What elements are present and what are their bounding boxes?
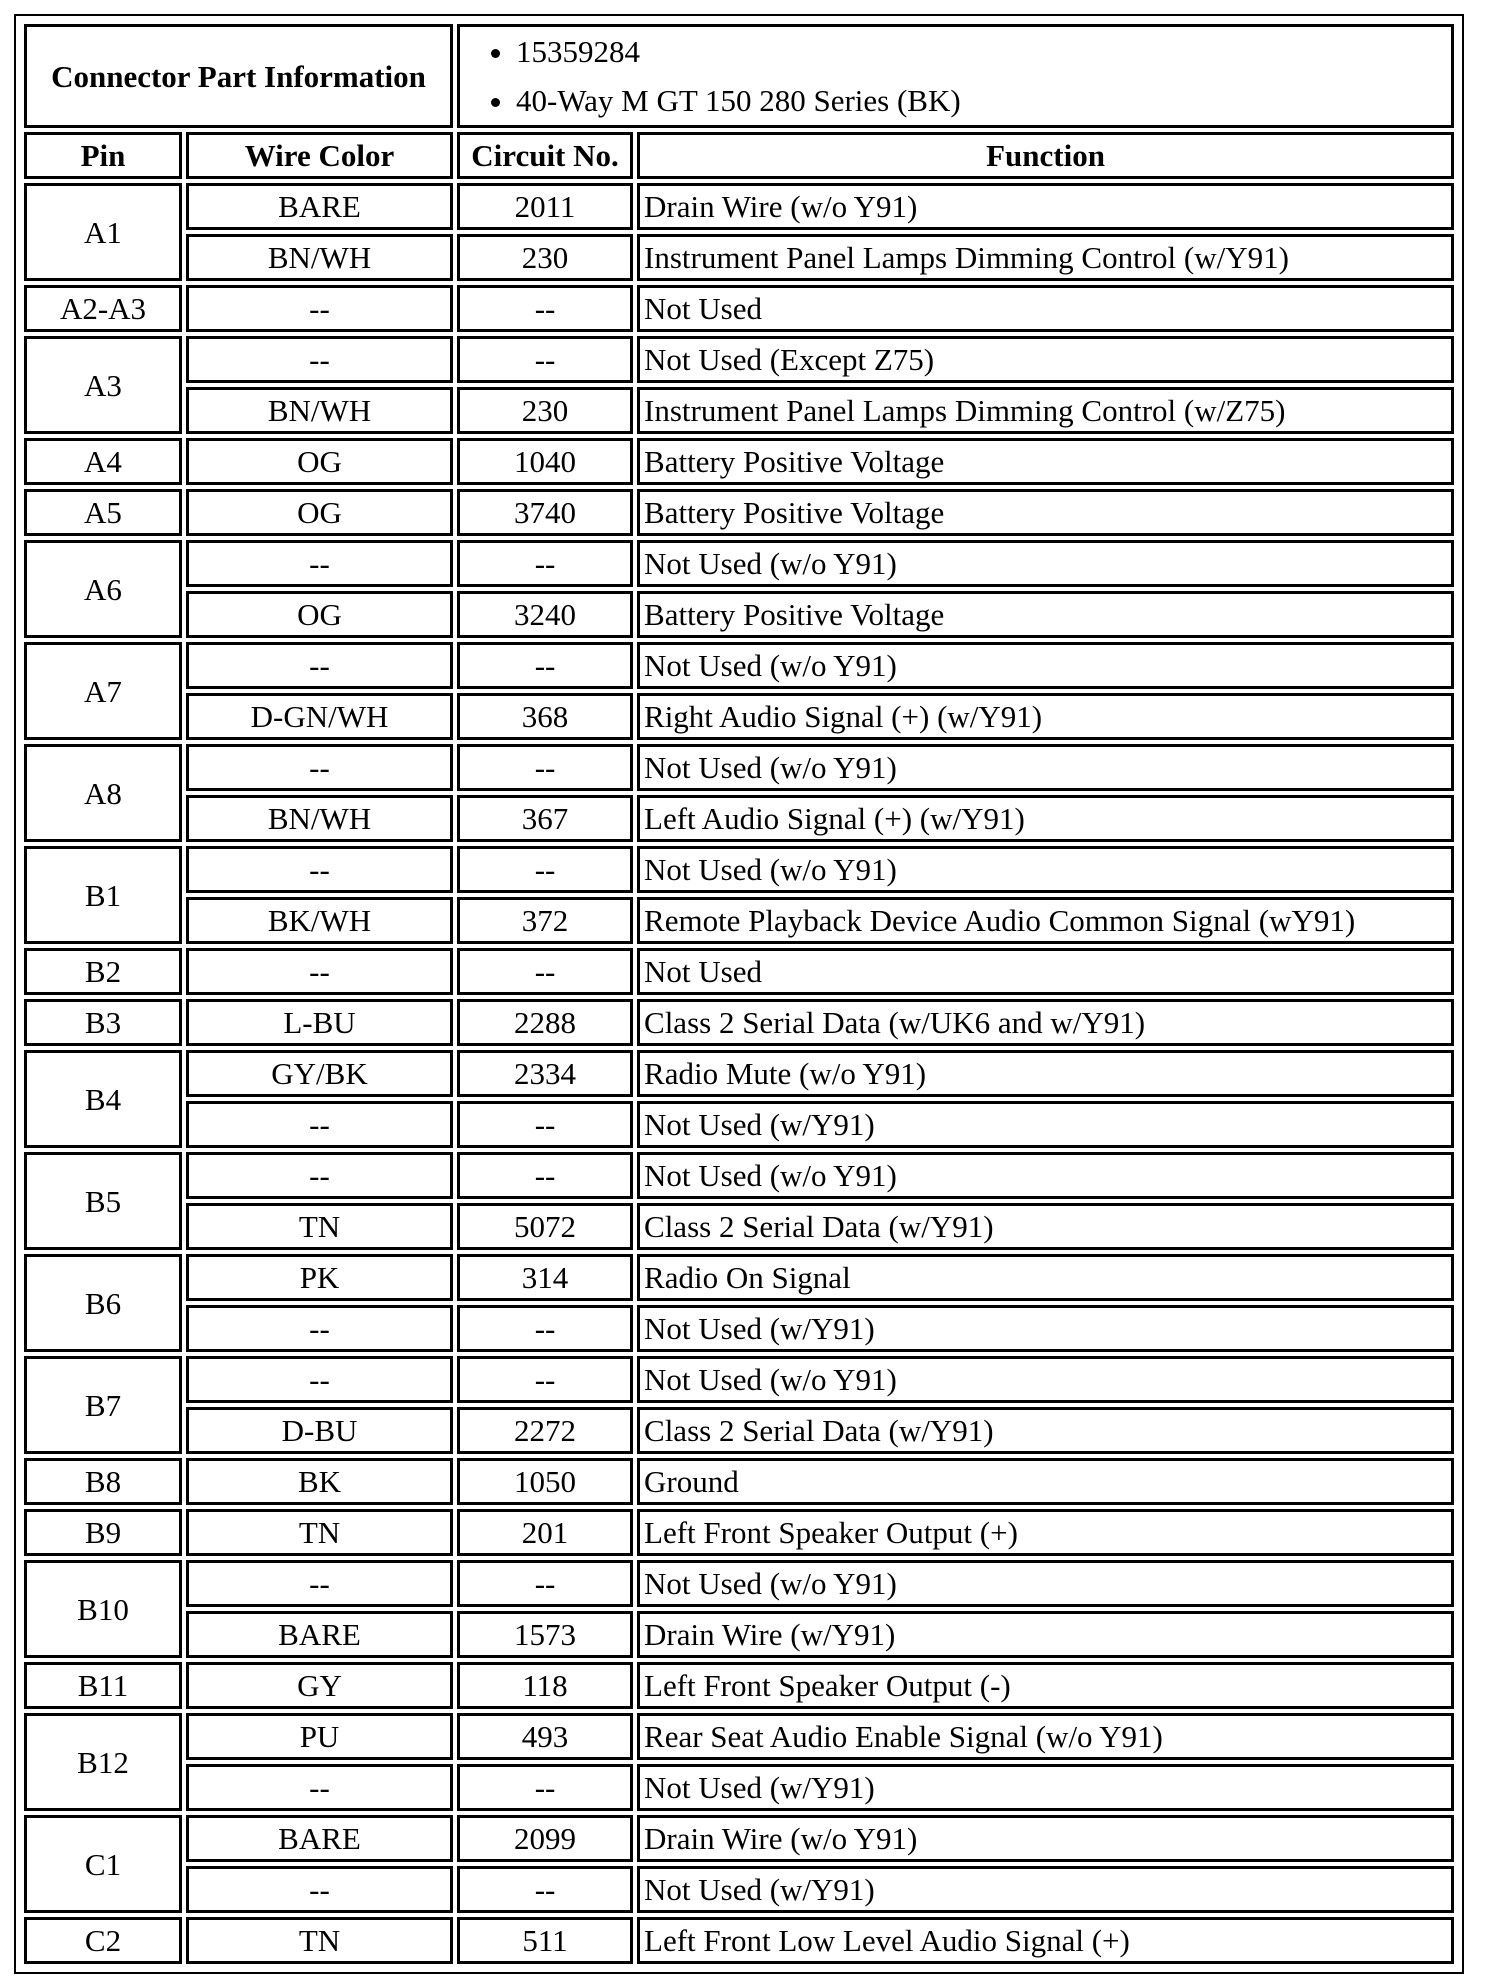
connector-part-number: • 15359284 (516, 27, 1451, 76)
table-row (24, 1509, 1454, 1556)
table-row (24, 540, 1454, 587)
pin-cell: B11 (24, 1662, 182, 1709)
connector-description: • 40-Way M GT 150 280 Series (BK) (516, 76, 1451, 125)
table-row (24, 183, 1454, 230)
circuit-cell: 201 (457, 1509, 633, 1556)
header-function: Function (637, 132, 1454, 179)
wire-color-cell: -- (186, 1356, 453, 1403)
wire-color-cell: L-BU (186, 999, 453, 1046)
pin-cell: B7 (24, 1356, 182, 1454)
function-cell: Battery Positive Voltage (637, 489, 1454, 536)
function-cell: Not Used (w/o Y91) (637, 1152, 1454, 1199)
function-cell: Not Used (w/Y91) (637, 1764, 1454, 1811)
circuit-cell: 493 (457, 1713, 633, 1760)
function-cell: Left Front Speaker Output (+) (637, 1509, 1454, 1556)
pin-table-body (24, 183, 1454, 1964)
pin-cell: C2 (24, 1917, 182, 1964)
function-cell: Not Used (w/o Y91) (637, 846, 1454, 893)
circuit-cell: -- (457, 1152, 633, 1199)
function-cell: Not Used (w/o Y91) (637, 642, 1454, 689)
pin-cell: B5 (24, 1152, 182, 1250)
wire-color-cell: BK (186, 1458, 453, 1505)
table-row (24, 1305, 1454, 1352)
table-row (24, 438, 1454, 485)
circuit-cell: 2011 (457, 183, 633, 230)
function-cell: Not Used (w/Y91) (637, 1866, 1454, 1913)
wire-color-cell: BARE (186, 1815, 453, 1862)
wire-color-cell: -- (186, 744, 453, 791)
circuit-cell: -- (457, 336, 633, 383)
table-row (24, 744, 1454, 791)
wire-color-cell: D-GN/WH (186, 693, 453, 740)
wire-color-cell: -- (186, 1305, 453, 1352)
function-cell: Left Front Speaker Output (-) (637, 1662, 1454, 1709)
table-row (24, 642, 1454, 689)
table-row (24, 1101, 1454, 1148)
function-cell: Class 2 Serial Data (w/Y91) (637, 1203, 1454, 1250)
wire-color-cell: -- (186, 285, 453, 332)
pin-cell: B1 (24, 846, 182, 944)
circuit-cell: 5072 (457, 1203, 633, 1250)
wire-color-cell: BK/WH (186, 897, 453, 944)
table-row (24, 693, 1454, 740)
wire-color-cell: D-BU (186, 1407, 453, 1454)
function-cell: Not Used (w/o Y91) (637, 744, 1454, 791)
table-row (24, 897, 1454, 944)
header-pin: Pin (24, 132, 182, 179)
wire-color-cell: -- (186, 846, 453, 893)
connector-table (20, 20, 1458, 1968)
function-cell: Not Used (637, 285, 1454, 332)
circuit-cell: 1573 (457, 1611, 633, 1658)
circuit-cell: 3740 (457, 489, 633, 536)
pin-cell: A6 (24, 540, 182, 638)
pin-cell: B2 (24, 948, 182, 995)
table-row (24, 591, 1454, 638)
header-row (24, 132, 1454, 179)
circuit-cell: -- (457, 1764, 633, 1811)
wire-color-cell: OG (186, 489, 453, 536)
wire-color-cell: BN/WH (186, 234, 453, 281)
table-row (24, 795, 1454, 842)
function-cell: Left Front Low Level Audio Signal (+) (637, 1917, 1454, 1964)
pin-cell: B8 (24, 1458, 182, 1505)
wire-color-cell: TN (186, 1509, 453, 1556)
circuit-cell: 230 (457, 234, 633, 281)
function-cell: Ground (637, 1458, 1454, 1505)
pin-cell: B12 (24, 1713, 182, 1811)
circuit-cell: 118 (457, 1662, 633, 1709)
wire-color-cell: -- (186, 642, 453, 689)
circuit-cell: 1040 (457, 438, 633, 485)
pin-cell: A5 (24, 489, 182, 536)
function-cell: Battery Positive Voltage (637, 438, 1454, 485)
table-row (24, 1866, 1454, 1913)
header-circuit: Circuit No. (457, 132, 633, 179)
wire-color-cell: -- (186, 1866, 453, 1913)
function-cell: Instrument Panel Lamps Dimming Control (w/Y91) (637, 234, 1454, 281)
table-row (24, 234, 1454, 281)
function-cell: Not Used (w/Y91) (637, 1101, 1454, 1148)
pin-cell: A2-A3 (24, 285, 182, 332)
table-row (24, 1254, 1454, 1301)
function-cell: Not Used (w/Y91) (637, 1305, 1454, 1352)
circuit-cell: -- (457, 1305, 633, 1352)
circuit-cell: -- (457, 642, 633, 689)
function-cell: Class 2 Serial Data (w/UK6 and w/Y91) (637, 999, 1454, 1046)
table-row (24, 1713, 1454, 1760)
function-cell: Drain Wire (w/o Y91) (637, 183, 1454, 230)
wire-color-cell: PU (186, 1713, 453, 1760)
wire-color-cell: BARE (186, 1611, 453, 1658)
circuit-cell: -- (457, 1866, 633, 1913)
circuit-cell: 2099 (457, 1815, 633, 1862)
function-cell: Remote Playback Device Audio Common Signal (wY91) (637, 897, 1454, 944)
function-cell: Not Used (w/o Y91) (637, 540, 1454, 587)
pin-cell: C1 (24, 1815, 182, 1913)
pin-cell: B6 (24, 1254, 182, 1352)
table-row (24, 489, 1454, 536)
table-row (24, 1050, 1454, 1097)
table-row (24, 387, 1454, 434)
wire-color-cell: OG (186, 438, 453, 485)
circuit-cell: 2272 (457, 1407, 633, 1454)
pin-cell: B9 (24, 1509, 182, 1556)
pin-cell: A8 (24, 744, 182, 842)
function-cell: Not Used (w/o Y91) (637, 1560, 1454, 1607)
wire-color-cell: PK (186, 1254, 453, 1301)
wire-color-cell: GY (186, 1662, 453, 1709)
header-wire-color: Wire Color (186, 132, 453, 179)
circuit-cell: -- (457, 1560, 633, 1607)
table-row (24, 1764, 1454, 1811)
function-cell: Not Used (w/o Y91) (637, 1356, 1454, 1403)
wire-color-cell: -- (186, 1764, 453, 1811)
table-row (24, 1458, 1454, 1505)
circuit-cell: -- (457, 540, 633, 587)
wire-color-cell: BARE (186, 183, 453, 230)
function-cell: Instrument Panel Lamps Dimming Control (w/Z75) (637, 387, 1454, 434)
connector-table-frame (14, 14, 1464, 1974)
wire-color-cell: -- (186, 948, 453, 995)
table-row (24, 1560, 1454, 1607)
wire-color-cell: -- (186, 1560, 453, 1607)
circuit-cell: 3240 (457, 591, 633, 638)
pin-cell: A7 (24, 642, 182, 740)
function-cell: Drain Wire (w/o Y91) (637, 1815, 1454, 1862)
pin-cell: A3 (24, 336, 182, 434)
wire-color-cell: BN/WH (186, 387, 453, 434)
connector-info-label: Connector Part Information (24, 24, 453, 128)
circuit-cell: -- (457, 744, 633, 791)
function-cell: Battery Positive Voltage (637, 591, 1454, 638)
connector-info-row (24, 24, 1454, 128)
table-row (24, 948, 1454, 995)
table-row (24, 846, 1454, 893)
circuit-cell: 2334 (457, 1050, 633, 1097)
table-row (24, 1611, 1454, 1658)
table-row (24, 285, 1454, 332)
pin-cell: B3 (24, 999, 182, 1046)
pin-cell: B4 (24, 1050, 182, 1148)
table-row (24, 336, 1454, 383)
wire-color-cell: TN (186, 1917, 453, 1964)
circuit-cell: -- (457, 846, 633, 893)
circuit-cell: 314 (457, 1254, 633, 1301)
circuit-cell: -- (457, 1101, 633, 1148)
wire-color-cell: -- (186, 1101, 453, 1148)
pin-cell: B10 (24, 1560, 182, 1658)
function-cell: Left Audio Signal (+) (w/Y91) (637, 795, 1454, 842)
wire-color-cell: -- (186, 336, 453, 383)
pin-cell: A1 (24, 183, 182, 281)
circuit-cell: -- (457, 285, 633, 332)
circuit-cell: 368 (457, 693, 633, 740)
connector-info-values (457, 24, 1454, 128)
function-cell: Rear Seat Audio Enable Signal (w/o Y91) (637, 1713, 1454, 1760)
function-cell: Not Used (Except Z75) (637, 336, 1454, 383)
pin-cell: A4 (24, 438, 182, 485)
wire-color-cell: TN (186, 1203, 453, 1250)
table-row (24, 1152, 1454, 1199)
table-row (24, 1917, 1454, 1964)
circuit-cell: 2288 (457, 999, 633, 1046)
circuit-cell: 372 (457, 897, 633, 944)
table-row (24, 1407, 1454, 1454)
table-row (24, 1356, 1454, 1403)
circuit-cell: 230 (457, 387, 633, 434)
table-row (24, 1203, 1454, 1250)
circuit-cell: -- (457, 948, 633, 995)
function-cell: Not Used (637, 948, 1454, 995)
function-cell: Drain Wire (w/Y91) (637, 1611, 1454, 1658)
circuit-cell: 1050 (457, 1458, 633, 1505)
table-row (24, 1815, 1454, 1862)
wire-color-cell: -- (186, 540, 453, 587)
wire-color-cell: OG (186, 591, 453, 638)
table-row (24, 999, 1454, 1046)
circuit-cell: 367 (457, 795, 633, 842)
circuit-cell: -- (457, 1356, 633, 1403)
table-row (24, 1662, 1454, 1709)
function-cell: Class 2 Serial Data (w/Y91) (637, 1407, 1454, 1454)
function-cell: Right Audio Signal (+) (w/Y91) (637, 693, 1454, 740)
wire-color-cell: GY/BK (186, 1050, 453, 1097)
function-cell: Radio Mute (w/o Y91) (637, 1050, 1454, 1097)
wire-color-cell: -- (186, 1152, 453, 1199)
function-cell: Radio On Signal (637, 1254, 1454, 1301)
wire-color-cell: BN/WH (186, 795, 453, 842)
circuit-cell: 511 (457, 1917, 633, 1964)
